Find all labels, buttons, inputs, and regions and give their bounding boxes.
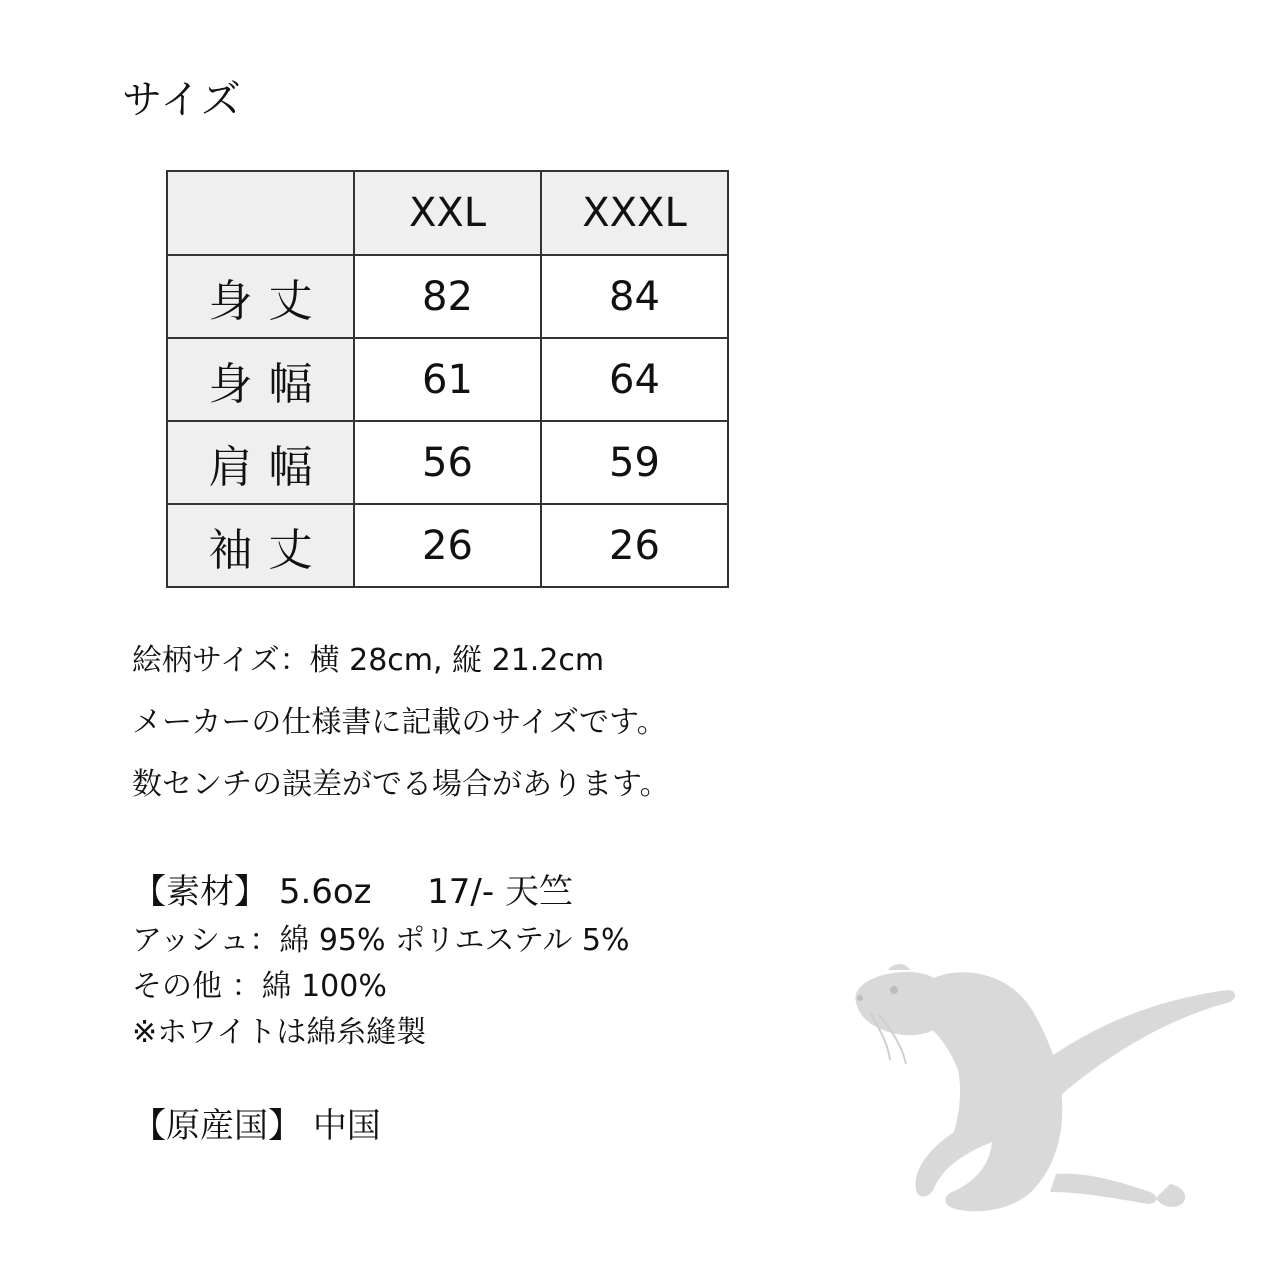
row-label-shoulder-width: 肩幅 xyxy=(167,421,354,504)
row-label-body-width: 身幅 xyxy=(167,338,354,421)
table-row xyxy=(167,421,728,504)
table-header-corner xyxy=(167,171,354,255)
material-section xyxy=(132,866,629,1056)
material-weight: 5.6oz xyxy=(278,872,372,912)
print-size-note: 絵柄サイズ：横 28cm, 縦 21.2cm xyxy=(132,643,605,678)
material-ash: アッシュ：綿 95% ポリエステル 5% xyxy=(132,923,630,958)
origin-section xyxy=(132,1100,381,1152)
size-table xyxy=(166,170,729,588)
table-cell: 64 xyxy=(541,338,728,421)
table-row xyxy=(167,255,728,338)
row-label-body-length: 身丈 xyxy=(167,255,354,338)
spec-note: メーカーの仕様書に記載のサイズです。 xyxy=(132,705,667,740)
row-label-sleeve-length: 袖丈 xyxy=(167,504,354,587)
material-other: その他 ：綿 100% xyxy=(132,969,387,1004)
table-cell: 56 xyxy=(354,421,541,504)
material-yarn: 17/- 天竺 xyxy=(427,872,573,912)
table-cell: 26 xyxy=(354,504,541,587)
table-cell: 26 xyxy=(541,504,728,587)
page-title: サイズ xyxy=(122,77,242,123)
origin-value: 中国 xyxy=(312,1106,381,1146)
table-cell: 59 xyxy=(541,421,728,504)
table-row xyxy=(167,338,728,421)
table-header-row xyxy=(167,171,728,255)
table-header-xxl: XXL xyxy=(354,171,541,255)
origin-label: 【原産国】 xyxy=(132,1106,302,1146)
table-cell: 61 xyxy=(354,338,541,421)
tolerance-note: 数センチの誤差がでる場合があります。 xyxy=(132,767,670,802)
material-white-note: ※ホワイトは綿糸縫製 xyxy=(132,1015,427,1050)
table-row xyxy=(167,504,728,587)
table-cell: 82 xyxy=(354,255,541,338)
size-notes xyxy=(132,630,670,816)
table-cell: 84 xyxy=(541,255,728,338)
otter-silhouette-icon xyxy=(850,960,1240,1230)
material-label: 【素材】 xyxy=(132,872,268,912)
material-heading xyxy=(132,866,629,918)
table-header-xxxl: XXXL xyxy=(541,171,728,255)
